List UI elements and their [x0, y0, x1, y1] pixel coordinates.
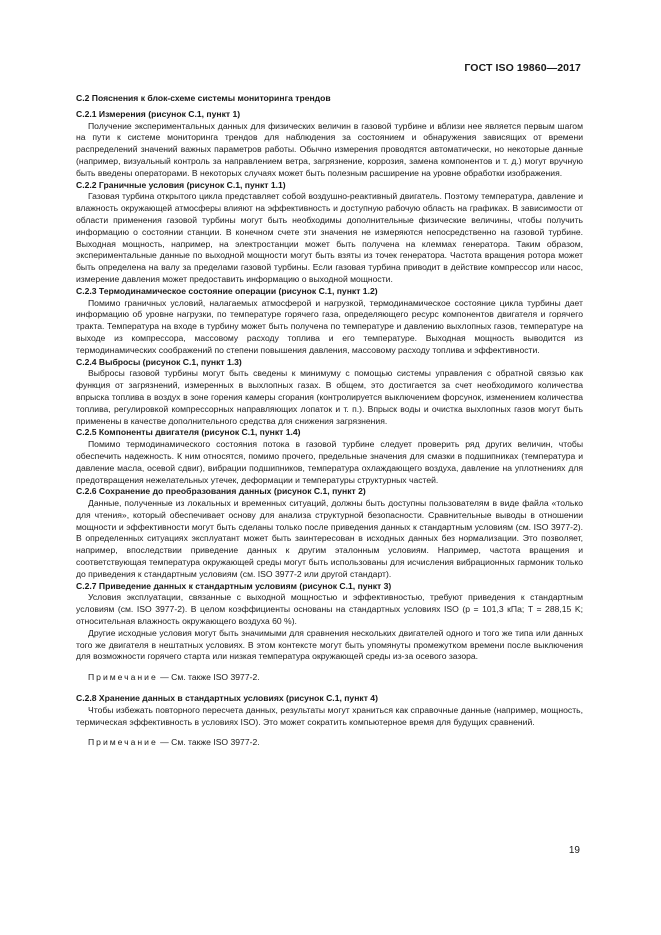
subsection-title: С.2.4 Выбросы (рисунок С.1, пункт 1.3) [76, 356, 242, 367]
paragraph: Условия эксплуатации, связанные с выходной мощностью и эффективностью, требуют приведения к стандартным условиям (см. ISO 3977-2). В целом коэффициенты основаны на стандартных условиях ISO (p = 101,3 кПа; T = 288,15 K; относительная влажность окружающего воздуха 60 %). [76, 592, 583, 627]
paragraph: Помимо граничных условий, налагаемых атмосферой и нагрузкой, термодинамическое состояние цикла турбины дает информацию об уровне нагрузки, по температуре горячего газа, определяющего ресурс компонентов двигателя и горячего тракта. Температура на входе в турбину может быть получена по температуре и давлению выхлопных газов, температуре на выходе из компрессора, массовому расходу топлива и его температуре. Выходная мощность выводится из термодинамических соображений по степени повышения давления, массовому расходу топлива и эффективности. [76, 297, 583, 355]
paragraph: Другие исходные условия могут быть значимыми для сравнения нескольких двигателей одного и того же типа или данных того же двигателя в нештатных условиях. В этом контексте могут быть упомянуты промежутком времени после выключения для возможности горячего старта или низкая температура окружающей среды из-за осевого зазора. [76, 627, 583, 662]
note-dash: — [160, 672, 169, 683]
paragraph: Чтобы избежать повторного пересчета данных, результаты могут храниться как справочные данные (например, мощность, термическая эффективность в условиях ISO). Это может сократить компьютерное время для будущих сравнений. [76, 704, 583, 727]
subsection-title: С.2.1 Измерения (рисунок С.1, пункт 1) [76, 108, 241, 119]
paragraph: Данные, полученные из локальных и временных ситуаций, должны быть доступны пользователям в виде файла «только для чтения», который обеспечивает основу для анализа структурной безопасности. Сравнительные выводы в отношении мощности и эффективности могут быть сделаны только после приведения данных к стандартным условиям (см. ISO 3977-2). В определенных ситуациях эксплуатант может быть заинтересован в исходных данных без нормализации. Это позволяет, например, впоследствии приведение данных к другим эталонным условиям. Например, частота вращения и соответствующая температура окружающей среды могут быть использованы для исчисления вибрационных гармоник только до приведения к стандартным условиям (см. ISO 3977-2 или другой стандарт). [76, 498, 583, 579]
subsection-title: С.2.3 Термодинамическое состояние операции (рисунок С.1, пункт 1.2) [76, 285, 378, 296]
note [76, 672, 583, 684]
paragraph: Получение экспериментальных данных для физических величин в газовой турбине и вблизи нее является первым шагом на пути к системе мониторинга трендов для наблюдения за состоянием и обнаружения зависящих от времени распределений значений важных параметров работы. Обычно измерения проводятся автоматически, но некоторые данные (например, визуальный контроль за направлением ветра, загрязнение, коррозия, замена компонентов и т. д.) могут вручную быть введены операторами. В некоторых случаях может быть полезным расширение на уровне обработки изображения. [76, 120, 583, 178]
paragraph: Выбросы газовой турбины могут быть сведены к минимуму с помощью системы управления с обратной связью как функция от загрязнений, измеренных в выхлопных газах. В общем, это достигается за счет необходимого количества впрыска топлива в воздух в зоне горения камеры сгорания (контролируется выключением форсунок, изменением количества топлива, регулировкой компрессорных направляющих лопаток и т. п.). Впрыск воды и очистка выхлопных газов могут быть применены в качестве дополнительного средства для снижения загрязнения. [76, 368, 583, 426]
note-label: Примечание [88, 672, 158, 683]
note-text: См. также ISO 3977-2. [171, 737, 260, 748]
paragraph: Газовая турбина открытого цикла представляет собой воздушно-реактивный двигатель. Поэтому температура, давление и влажность окружающей атмосферы влияют на эффективность и доступную рабочую область на графиках. В зависимости от области применения газовой турбины могут быть необходимы дополнительные физические величины, чтобы получить информацию о состоянии станции. В конечном счете эти значения не измеряются непосредственно на газовой турбине. Выходная мощность, например, на электростанции может быть получена на клеммах генератора. Таким образом, экспериментальные данные по выходной мощности могут быть взяты из точек генератора. Частота вращения ротора может быть определена на валу за пределами газовой турбины. Если газовая турбина приводит в действие компрессор или насос, измерение давления может предоставить информацию о выходной мощности. [76, 191, 583, 284]
subsection-title: С.2.8 Хранение данных в стандартных условиях (рисунок С.1, пункт 4) [76, 693, 378, 704]
note-label: Примечание [88, 737, 158, 748]
page-number: 19 [568, 845, 580, 856]
subsection-title: С.2.6 Сохранение до преобразования данных (рисунок С.1, пункт 2) [76, 486, 366, 497]
subsection-title: С.2.7 Приведение данных к стандартным условиям (рисунок С.1, пункт 3) [76, 580, 392, 591]
page-content [76, 93, 583, 758]
subsection-title: С.2.2 Граничные условия (рисунок С.1, пункт 1.1) [76, 179, 286, 190]
note-text: См. также ISO 3977-2. [171, 672, 260, 683]
subsection-title: С.2.5 Компоненты двигателя (рисунок С.1, пункт 1.4) [76, 427, 301, 438]
paragraph: Помимо термодинамического состояния потока в газовой турбине следует проверить ряд других величин, чтобы обеспечить надежность. К ним относятся, помимо прочего, предельные значения для смазки в подшипниках (температура и давление масла, осевой сдвиг), вибрации подшипников, температура охлаждающего воздуха, давление на уплотнениях для предотвращения нежелательных утечек, деформации и температуры структурных частей. [76, 439, 583, 485]
standard-header: ГОСТ ISO 19860—2017 [464, 62, 581, 74]
note [76, 737, 583, 749]
note-dash: — [160, 737, 169, 748]
section-title: С.2 Пояснения к блок-схеме системы мониторинга трендов [76, 93, 331, 103]
